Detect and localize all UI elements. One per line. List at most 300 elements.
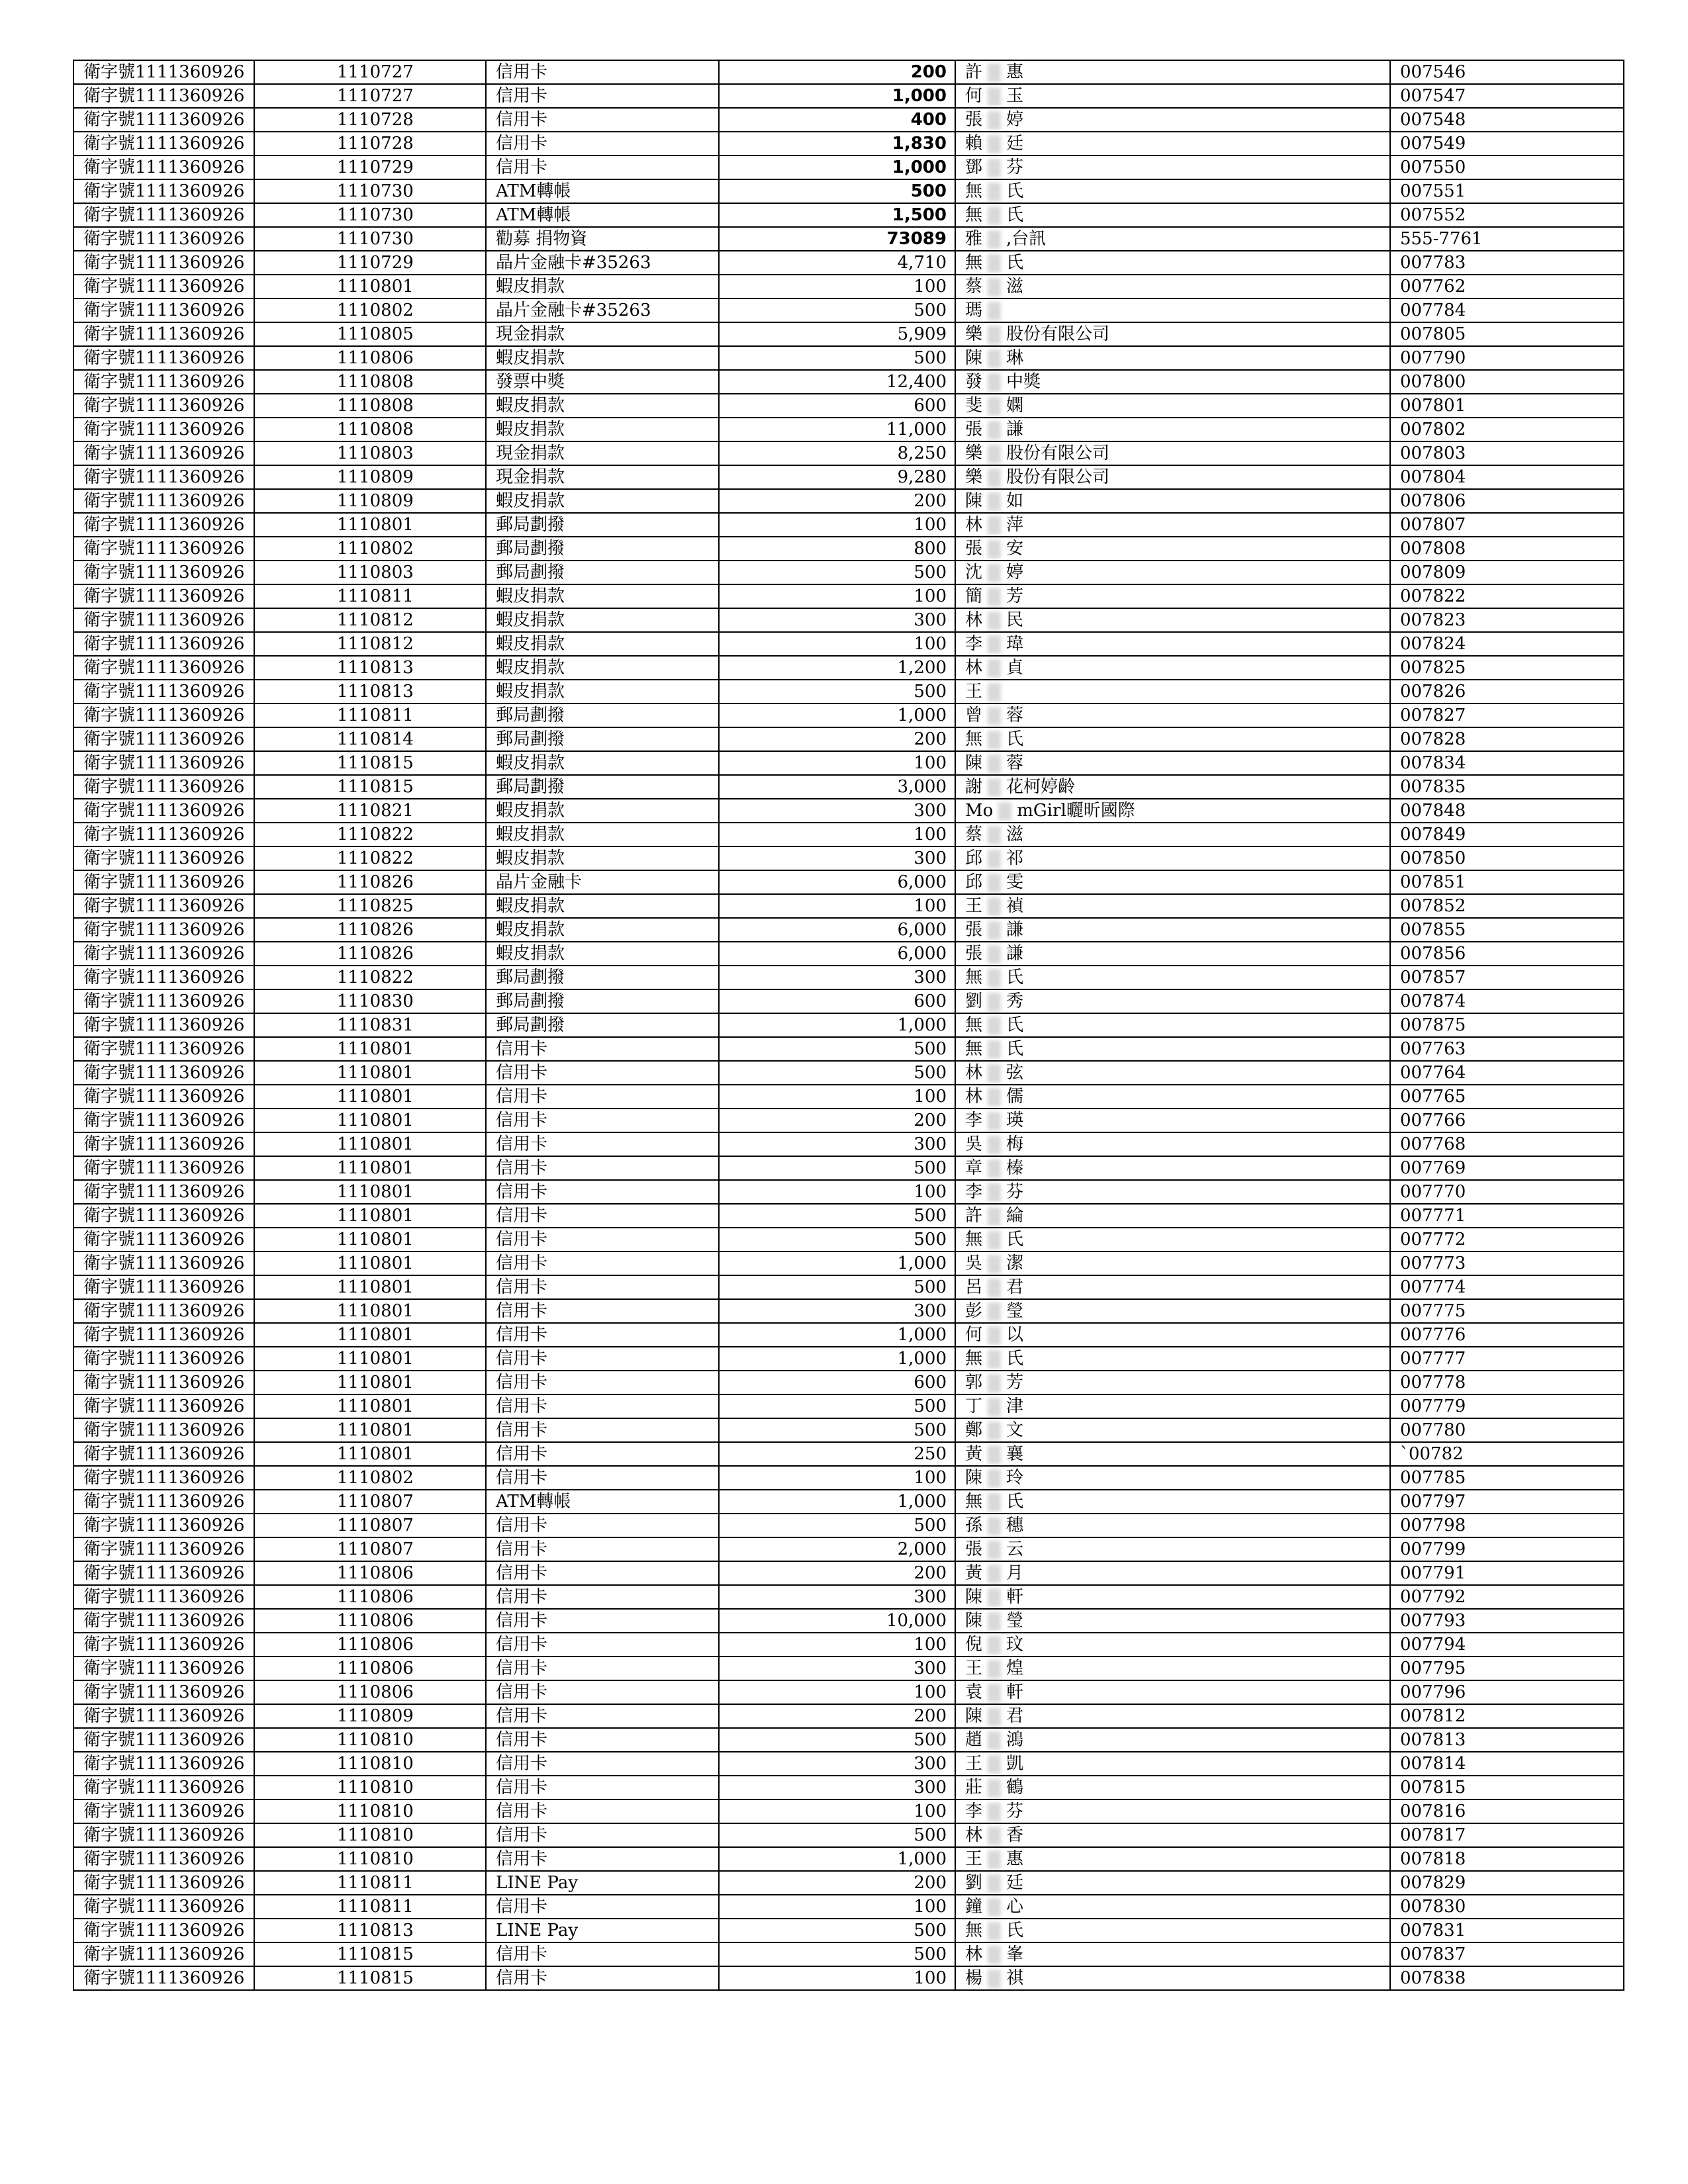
amount-cell: 600 bbox=[719, 989, 955, 1013]
date-cell: 1110801 bbox=[254, 513, 486, 537]
donor-name-first: 彭 bbox=[965, 1301, 983, 1321]
receipt-number-cell: 007792 bbox=[1390, 1585, 1624, 1609]
donor-name-cell bbox=[955, 704, 1390, 727]
permit-number-cell: 衛字號1111360926 bbox=[73, 1180, 254, 1204]
table-row bbox=[73, 870, 1624, 894]
method-cell: 信用卡 bbox=[486, 1942, 719, 1966]
receipt-number-cell: `00782 bbox=[1390, 1442, 1624, 1466]
redaction-blur bbox=[988, 1231, 1001, 1250]
donor-name-first: 鄧 bbox=[965, 158, 983, 177]
date-cell: 1110805 bbox=[254, 322, 486, 346]
donor-name-cell bbox=[955, 1394, 1390, 1418]
method-cell: 晶片金融卡#35263 bbox=[486, 251, 719, 275]
table-row bbox=[73, 1919, 1624, 1942]
method-cell: 勸募 捐物資 bbox=[486, 227, 719, 251]
donor-name-rest: 氏 bbox=[1006, 1349, 1024, 1369]
donor-name-rest: 滋 bbox=[1006, 825, 1024, 844]
redaction-blur bbox=[988, 1565, 1001, 1583]
table-row bbox=[73, 1704, 1624, 1728]
receipt-number-cell: 007835 bbox=[1390, 775, 1624, 799]
receipt-number-cell: 007814 bbox=[1390, 1752, 1624, 1776]
date-cell: 1110801 bbox=[254, 1061, 486, 1085]
permit-number-cell: 衛字號1111360926 bbox=[73, 989, 254, 1013]
donor-name-rest: 謙 bbox=[1006, 420, 1024, 439]
method-cell: 信用卡 bbox=[486, 108, 719, 132]
donor-name-first: 李 bbox=[965, 1111, 983, 1130]
method-cell: 信用卡 bbox=[486, 1418, 719, 1442]
donor-name-cell bbox=[955, 441, 1390, 465]
table-row bbox=[73, 346, 1624, 370]
donor-name-first: 郭 bbox=[965, 1373, 983, 1392]
redaction-blur bbox=[988, 1136, 1001, 1154]
date-cell: 1110801 bbox=[254, 275, 486, 298]
redaction-blur bbox=[988, 373, 1001, 392]
donor-name-rest: 梅 bbox=[1006, 1134, 1024, 1154]
date-cell: 1110729 bbox=[254, 156, 486, 179]
donor-name-cell bbox=[955, 465, 1390, 489]
donor-name-rest: 氏 bbox=[1006, 1921, 1024, 1940]
table-row bbox=[73, 894, 1624, 918]
date-cell: 1110802 bbox=[254, 298, 486, 322]
receipt-number-cell: 007816 bbox=[1390, 1799, 1624, 1823]
table-row bbox=[73, 656, 1624, 680]
donor-name-cell bbox=[955, 1156, 1390, 1180]
method-cell: 信用卡 bbox=[486, 1966, 719, 1990]
permit-number-cell: 衛字號1111360926 bbox=[73, 322, 254, 346]
amount-cell: 500 bbox=[719, 1728, 955, 1752]
donor-name-cell bbox=[955, 1919, 1390, 1942]
date-cell: 1110812 bbox=[254, 608, 486, 632]
donor-name-first: 章 bbox=[965, 1158, 983, 1178]
donor-name-rest: 廷 bbox=[1006, 1873, 1024, 1893]
receipt-number-cell: 007772 bbox=[1390, 1228, 1624, 1251]
donor-name-first: 何 bbox=[965, 1325, 983, 1345]
table-row bbox=[73, 846, 1624, 870]
redaction-blur bbox=[988, 469, 1001, 487]
donor-name-cell bbox=[955, 1847, 1390, 1871]
redaction-blur bbox=[988, 278, 1001, 296]
redaction-blur bbox=[988, 397, 1001, 416]
amount-cell: 100 bbox=[719, 823, 955, 846]
amount-cell: 1,000 bbox=[719, 704, 955, 727]
donor-name-rest: 軒 bbox=[1006, 1587, 1024, 1607]
donor-name-rest: 嫻 bbox=[1006, 396, 1024, 416]
permit-number-cell: 衛字號1111360926 bbox=[73, 132, 254, 156]
donor-name-first: 無 bbox=[965, 205, 983, 225]
receipt-number-cell: 007817 bbox=[1390, 1823, 1624, 1847]
date-cell: 1110811 bbox=[254, 1871, 486, 1895]
method-cell: 蝦皮捐款 bbox=[486, 489, 719, 513]
donor-name-cell bbox=[955, 1657, 1390, 1680]
donor-name-rest: 氏 bbox=[1006, 1015, 1024, 1035]
donor-name-first: 謝 bbox=[965, 777, 983, 797]
table-row bbox=[73, 418, 1624, 441]
donor-name-first: 無 bbox=[965, 1230, 983, 1250]
redaction-blur bbox=[988, 1255, 1001, 1273]
donor-name-first: 曾 bbox=[965, 705, 983, 725]
permit-number-cell: 衛字號1111360926 bbox=[73, 1299, 254, 1323]
table-row bbox=[73, 942, 1624, 966]
receipt-number-cell: 007829 bbox=[1390, 1871, 1624, 1895]
date-cell: 1110801 bbox=[254, 1418, 486, 1442]
donor-name-cell bbox=[955, 1942, 1390, 1966]
donor-name-rest: 瑋 bbox=[1006, 634, 1024, 654]
donor-name-rest: 玟 bbox=[1006, 1635, 1024, 1655]
donor-name-rest: 芬 bbox=[1006, 158, 1024, 177]
method-cell: 信用卡 bbox=[486, 1585, 719, 1609]
redaction-blur bbox=[988, 64, 1001, 82]
method-cell: 蝦皮捐款 bbox=[486, 632, 719, 656]
amount-cell: 9,280 bbox=[719, 465, 955, 489]
donor-name-first: 陳 bbox=[965, 753, 983, 773]
receipt-number-cell: 007795 bbox=[1390, 1657, 1624, 1680]
redaction-blur bbox=[988, 1970, 1001, 1988]
redaction-blur bbox=[988, 969, 1001, 987]
receipt-number-cell: 007546 bbox=[1390, 60, 1624, 84]
permit-number-cell: 衛字號1111360926 bbox=[73, 1728, 254, 1752]
donor-name-cell bbox=[955, 656, 1390, 680]
receipt-number-cell: 007803 bbox=[1390, 441, 1624, 465]
amount-cell: 200 bbox=[719, 489, 955, 513]
amount-cell: 300 bbox=[719, 846, 955, 870]
table-row bbox=[73, 1609, 1624, 1633]
method-cell: 郵局劃撥 bbox=[486, 989, 719, 1013]
donor-name-first: 無 bbox=[965, 1921, 983, 1940]
receipt-number-cell: 007812 bbox=[1390, 1704, 1624, 1728]
donor-name-first: 無 bbox=[965, 181, 983, 201]
method-cell: 郵局劃撥 bbox=[486, 704, 719, 727]
donor-name-cell bbox=[955, 1585, 1390, 1609]
donor-name-first: 張 bbox=[965, 110, 983, 130]
date-cell: 1110826 bbox=[254, 870, 486, 894]
method-cell: ATM轉帳 bbox=[486, 203, 719, 227]
amount-cell: 4,710 bbox=[719, 251, 955, 275]
amount-cell: 100 bbox=[719, 1680, 955, 1704]
donor-name-first: 邱 bbox=[965, 848, 983, 868]
method-cell: 晶片金融卡 bbox=[486, 870, 719, 894]
table-row bbox=[73, 1109, 1624, 1132]
donor-name-cell bbox=[955, 370, 1390, 394]
table-row bbox=[73, 1561, 1624, 1585]
permit-number-cell: 衛字號1111360926 bbox=[73, 1657, 254, 1680]
redaction-blur bbox=[988, 945, 1001, 964]
donor-name-rest: 禎 bbox=[1006, 896, 1024, 916]
table-row bbox=[73, 60, 1624, 84]
receipt-number-cell: 007550 bbox=[1390, 156, 1624, 179]
amount-cell: 500 bbox=[719, 179, 955, 203]
donor-name-first: 孫 bbox=[965, 1516, 983, 1535]
table-row bbox=[73, 1490, 1624, 1514]
date-cell: 1110811 bbox=[254, 704, 486, 727]
donor-name-rest: 潔 bbox=[1006, 1253, 1024, 1273]
donor-name-cell bbox=[955, 1490, 1390, 1514]
permit-number-cell: 衛字號1111360926 bbox=[73, 1799, 254, 1823]
permit-number-cell: 衛字號1111360926 bbox=[73, 537, 254, 561]
donor-name-first: 林 bbox=[965, 1825, 983, 1845]
method-cell: 信用卡 bbox=[486, 1275, 719, 1299]
redaction-blur bbox=[988, 921, 1001, 940]
permit-number-cell: 衛字號1111360926 bbox=[73, 1037, 254, 1061]
receipt-number-cell: 007770 bbox=[1390, 1180, 1624, 1204]
donor-name-first: 袁 bbox=[965, 1682, 983, 1702]
method-cell: 信用卡 bbox=[486, 1109, 719, 1132]
donor-name-first: 林 bbox=[965, 1063, 983, 1083]
date-cell: 1110813 bbox=[254, 656, 486, 680]
date-cell: 1110806 bbox=[254, 1609, 486, 1633]
receipt-number-cell: 007857 bbox=[1390, 966, 1624, 989]
donor-name-cell bbox=[955, 1514, 1390, 1537]
date-cell: 1110813 bbox=[254, 680, 486, 704]
date-cell: 1110810 bbox=[254, 1847, 486, 1871]
receipt-number-cell: 007778 bbox=[1390, 1371, 1624, 1394]
table-row bbox=[73, 966, 1624, 989]
date-cell: 1110807 bbox=[254, 1514, 486, 1537]
amount-cell: 100 bbox=[719, 894, 955, 918]
donor-name-first: 無 bbox=[965, 968, 983, 987]
donor-name-first: 簡 bbox=[965, 586, 983, 606]
donor-name-first: 王 bbox=[965, 682, 983, 702]
redaction-blur bbox=[988, 1588, 1001, 1607]
table-row bbox=[73, 1061, 1624, 1085]
permit-number-cell: 衛字號1111360926 bbox=[73, 966, 254, 989]
donor-name-first: 陳 bbox=[965, 1611, 983, 1631]
permit-number-cell: 衛字號1111360926 bbox=[73, 203, 254, 227]
donor-name-cell bbox=[955, 1299, 1390, 1323]
donor-name-first: 鄭 bbox=[965, 1420, 983, 1440]
table-row bbox=[73, 156, 1624, 179]
table-row bbox=[73, 680, 1624, 704]
donor-name-first: 無 bbox=[965, 1349, 983, 1369]
permit-number-cell: 衛字號1111360926 bbox=[73, 775, 254, 799]
redaction-blur bbox=[988, 1612, 1001, 1631]
permit-number-cell: 衛字號1111360926 bbox=[73, 1204, 254, 1228]
redaction-blur bbox=[988, 826, 1001, 844]
amount-cell: 600 bbox=[719, 394, 955, 418]
date-cell: 1110801 bbox=[254, 1132, 486, 1156]
donor-name-cell bbox=[955, 870, 1390, 894]
method-cell: 蝦皮捐款 bbox=[486, 656, 719, 680]
receipt-number-cell: 007777 bbox=[1390, 1347, 1624, 1371]
amount-cell: 500 bbox=[719, 1061, 955, 1085]
table-row bbox=[73, 1942, 1624, 1966]
amount-cell: 500 bbox=[719, 1156, 955, 1180]
donor-name-rest: 婷 bbox=[1006, 563, 1024, 582]
redaction-blur bbox=[988, 1445, 1001, 1464]
redaction-blur bbox=[988, 230, 1001, 249]
permit-number-cell: 衛字號1111360926 bbox=[73, 1013, 254, 1037]
donor-name-cell bbox=[955, 1347, 1390, 1371]
donor-name-cell bbox=[955, 584, 1390, 608]
donor-name-rest: 月 bbox=[1006, 1563, 1024, 1583]
amount-cell: 500 bbox=[719, 1514, 955, 1537]
amount-cell: 300 bbox=[719, 1752, 955, 1776]
donor-name-rest: 琳 bbox=[1006, 348, 1024, 368]
table-row bbox=[73, 751, 1624, 775]
permit-number-cell: 衛字號1111360926 bbox=[73, 1871, 254, 1895]
receipt-number-cell: 007850 bbox=[1390, 846, 1624, 870]
donor-name-first: 王 bbox=[965, 896, 983, 916]
table-row bbox=[73, 584, 1624, 608]
receipt-number-cell: 007547 bbox=[1390, 84, 1624, 108]
donor-name-rest: 氏 bbox=[1006, 1039, 1024, 1059]
permit-number-cell: 衛字號1111360926 bbox=[73, 1633, 254, 1657]
donor-name-cell bbox=[955, 1037, 1390, 1061]
receipt-number-cell: 007838 bbox=[1390, 1966, 1624, 1990]
donor-name-first: 王 bbox=[965, 1754, 983, 1774]
method-cell: 信用卡 bbox=[486, 1394, 719, 1418]
method-cell: 蝦皮捐款 bbox=[486, 418, 719, 441]
donor-name-rest: 芳 bbox=[1006, 1373, 1024, 1392]
donor-name-cell bbox=[955, 1728, 1390, 1752]
donor-name-cell bbox=[955, 1609, 1390, 1633]
table-row bbox=[73, 1823, 1624, 1847]
date-cell: 1110815 bbox=[254, 1966, 486, 1990]
table-row bbox=[73, 1442, 1624, 1466]
permit-number-cell: 衛字號1111360926 bbox=[73, 156, 254, 179]
redaction-blur bbox=[988, 1183, 1001, 1202]
table-row bbox=[73, 1776, 1624, 1799]
date-cell: 1110810 bbox=[254, 1776, 486, 1799]
receipt-number-cell: 007826 bbox=[1390, 680, 1624, 704]
amount-cell: 500 bbox=[719, 1394, 955, 1418]
method-cell: 信用卡 bbox=[486, 1752, 719, 1776]
donor-name-cell bbox=[955, 1871, 1390, 1895]
donor-name-rest: 儒 bbox=[1006, 1087, 1024, 1107]
donor-name-cell bbox=[955, 1013, 1390, 1037]
receipt-number-cell: 007818 bbox=[1390, 1847, 1624, 1871]
table-row bbox=[73, 322, 1624, 346]
redaction-blur bbox=[988, 1017, 1001, 1035]
permit-number-cell: 衛字號1111360926 bbox=[73, 1776, 254, 1799]
table-row bbox=[73, 370, 1624, 394]
permit-number-cell: 衛字號1111360926 bbox=[73, 1514, 254, 1537]
donor-name-first: 林 bbox=[965, 658, 983, 678]
donor-name-cell bbox=[955, 823, 1390, 846]
date-cell: 1110728 bbox=[254, 108, 486, 132]
donor-name-first: 發 bbox=[965, 372, 983, 392]
table-row bbox=[73, 989, 1624, 1013]
receipt-number-cell: 007798 bbox=[1390, 1514, 1624, 1537]
donor-name-cell bbox=[955, 513, 1390, 537]
amount-cell: 1,000 bbox=[719, 1251, 955, 1275]
permit-number-cell: 衛字號1111360926 bbox=[73, 1251, 254, 1275]
amount-cell: 100 bbox=[719, 1466, 955, 1490]
date-cell: 1110730 bbox=[254, 179, 486, 203]
method-cell: 信用卡 bbox=[486, 1561, 719, 1585]
donor-name-first: 陳 bbox=[965, 1468, 983, 1488]
table-row bbox=[73, 251, 1624, 275]
receipt-number-cell: 007808 bbox=[1390, 537, 1624, 561]
donor-name-cell bbox=[955, 298, 1390, 322]
donor-name-cell bbox=[955, 251, 1390, 275]
redaction-blur bbox=[988, 1827, 1001, 1845]
donor-name-rest: 廷 bbox=[1006, 134, 1024, 154]
amount-cell: 300 bbox=[719, 1299, 955, 1323]
method-cell: 信用卡 bbox=[486, 1132, 719, 1156]
donor-name-cell bbox=[955, 156, 1390, 179]
method-cell: 蝦皮捐款 bbox=[486, 608, 719, 632]
redaction-blur bbox=[988, 1088, 1001, 1107]
donor-name-cell bbox=[955, 1204, 1390, 1228]
method-cell: 信用卡 bbox=[486, 1061, 719, 1085]
receipt-number-cell: 007830 bbox=[1390, 1895, 1624, 1919]
amount-cell: 300 bbox=[719, 1776, 955, 1799]
redaction-blur bbox=[988, 1541, 1001, 1559]
donor-name-rest: 云 bbox=[1006, 1539, 1024, 1559]
table-row bbox=[73, 1847, 1624, 1871]
redaction-blur bbox=[988, 707, 1001, 725]
amount-cell: 6,000 bbox=[719, 870, 955, 894]
donor-name-first: 李 bbox=[965, 1182, 983, 1202]
donor-name-rest: 瑩 bbox=[1006, 1301, 1024, 1321]
method-cell: 郵局劃撥 bbox=[486, 775, 719, 799]
permit-number-cell: 衛字號1111360926 bbox=[73, 275, 254, 298]
amount-cell: 10,000 bbox=[719, 1609, 955, 1633]
receipt-number-cell: 007856 bbox=[1390, 942, 1624, 966]
redaction-blur bbox=[988, 159, 1001, 177]
donor-name-cell bbox=[955, 108, 1390, 132]
redaction-blur bbox=[988, 1398, 1001, 1416]
donor-name-first: 劉 bbox=[965, 991, 983, 1011]
table-row bbox=[73, 561, 1624, 584]
donor-name-rest: 中獎 bbox=[1006, 372, 1041, 392]
redaction-blur bbox=[988, 1731, 1001, 1750]
donor-name-cell bbox=[955, 1537, 1390, 1561]
receipt-number-cell: 007793 bbox=[1390, 1609, 1624, 1633]
date-cell: 1110802 bbox=[254, 1466, 486, 1490]
date-cell: 1110815 bbox=[254, 1942, 486, 1966]
amount-cell: 200 bbox=[719, 1871, 955, 1895]
date-cell: 1110809 bbox=[254, 1704, 486, 1728]
receipt-number-cell: 007809 bbox=[1390, 561, 1624, 584]
donor-name-first: 邱 bbox=[965, 872, 983, 892]
permit-number-cell: 衛字號1111360926 bbox=[73, 84, 254, 108]
table-row bbox=[73, 1132, 1624, 1156]
redaction-blur bbox=[988, 612, 1001, 630]
donor-name-cell bbox=[955, 1251, 1390, 1275]
donor-name-first: 趙 bbox=[965, 1730, 983, 1750]
amount-cell: 100 bbox=[719, 1895, 955, 1919]
donor-name-cell bbox=[955, 1442, 1390, 1466]
donor-name-rest: 玉 bbox=[1006, 86, 1024, 106]
table-row bbox=[73, 1180, 1624, 1204]
donor-name-rest: 謙 bbox=[1006, 944, 1024, 964]
donor-name-first: 黃 bbox=[965, 1444, 983, 1464]
permit-number-cell: 衛字號1111360926 bbox=[73, 608, 254, 632]
donor-name-rest: 心 bbox=[1006, 1897, 1024, 1917]
donor-name-cell bbox=[955, 1823, 1390, 1847]
donor-name-first: 林 bbox=[965, 1087, 983, 1107]
receipt-number-cell: 007796 bbox=[1390, 1680, 1624, 1704]
donor-name-rest: 香 bbox=[1006, 1825, 1024, 1845]
redaction-blur bbox=[988, 778, 1001, 797]
method-cell: 蝦皮捐款 bbox=[486, 680, 719, 704]
donor-name-rest: 氏 bbox=[1006, 181, 1024, 201]
donor-name-cell bbox=[955, 751, 1390, 775]
receipt-number-cell: 007780 bbox=[1390, 1418, 1624, 1442]
method-cell: 郵局劃撥 bbox=[486, 1013, 719, 1037]
date-cell: 1110801 bbox=[254, 1347, 486, 1371]
date-cell: 1110813 bbox=[254, 1919, 486, 1942]
method-cell: 信用卡 bbox=[486, 84, 719, 108]
permit-number-cell: 衛字號1111360926 bbox=[73, 394, 254, 418]
redaction-blur bbox=[988, 659, 1001, 678]
donor-name-rest: 鶴 bbox=[1006, 1778, 1024, 1797]
donor-name-rest: 瑩 bbox=[1006, 1611, 1024, 1631]
donor-name-first: 呂 bbox=[965, 1277, 983, 1297]
permit-number-cell: 衛字號1111360926 bbox=[73, 1704, 254, 1728]
donor-name-first: 陳 bbox=[965, 1587, 983, 1607]
